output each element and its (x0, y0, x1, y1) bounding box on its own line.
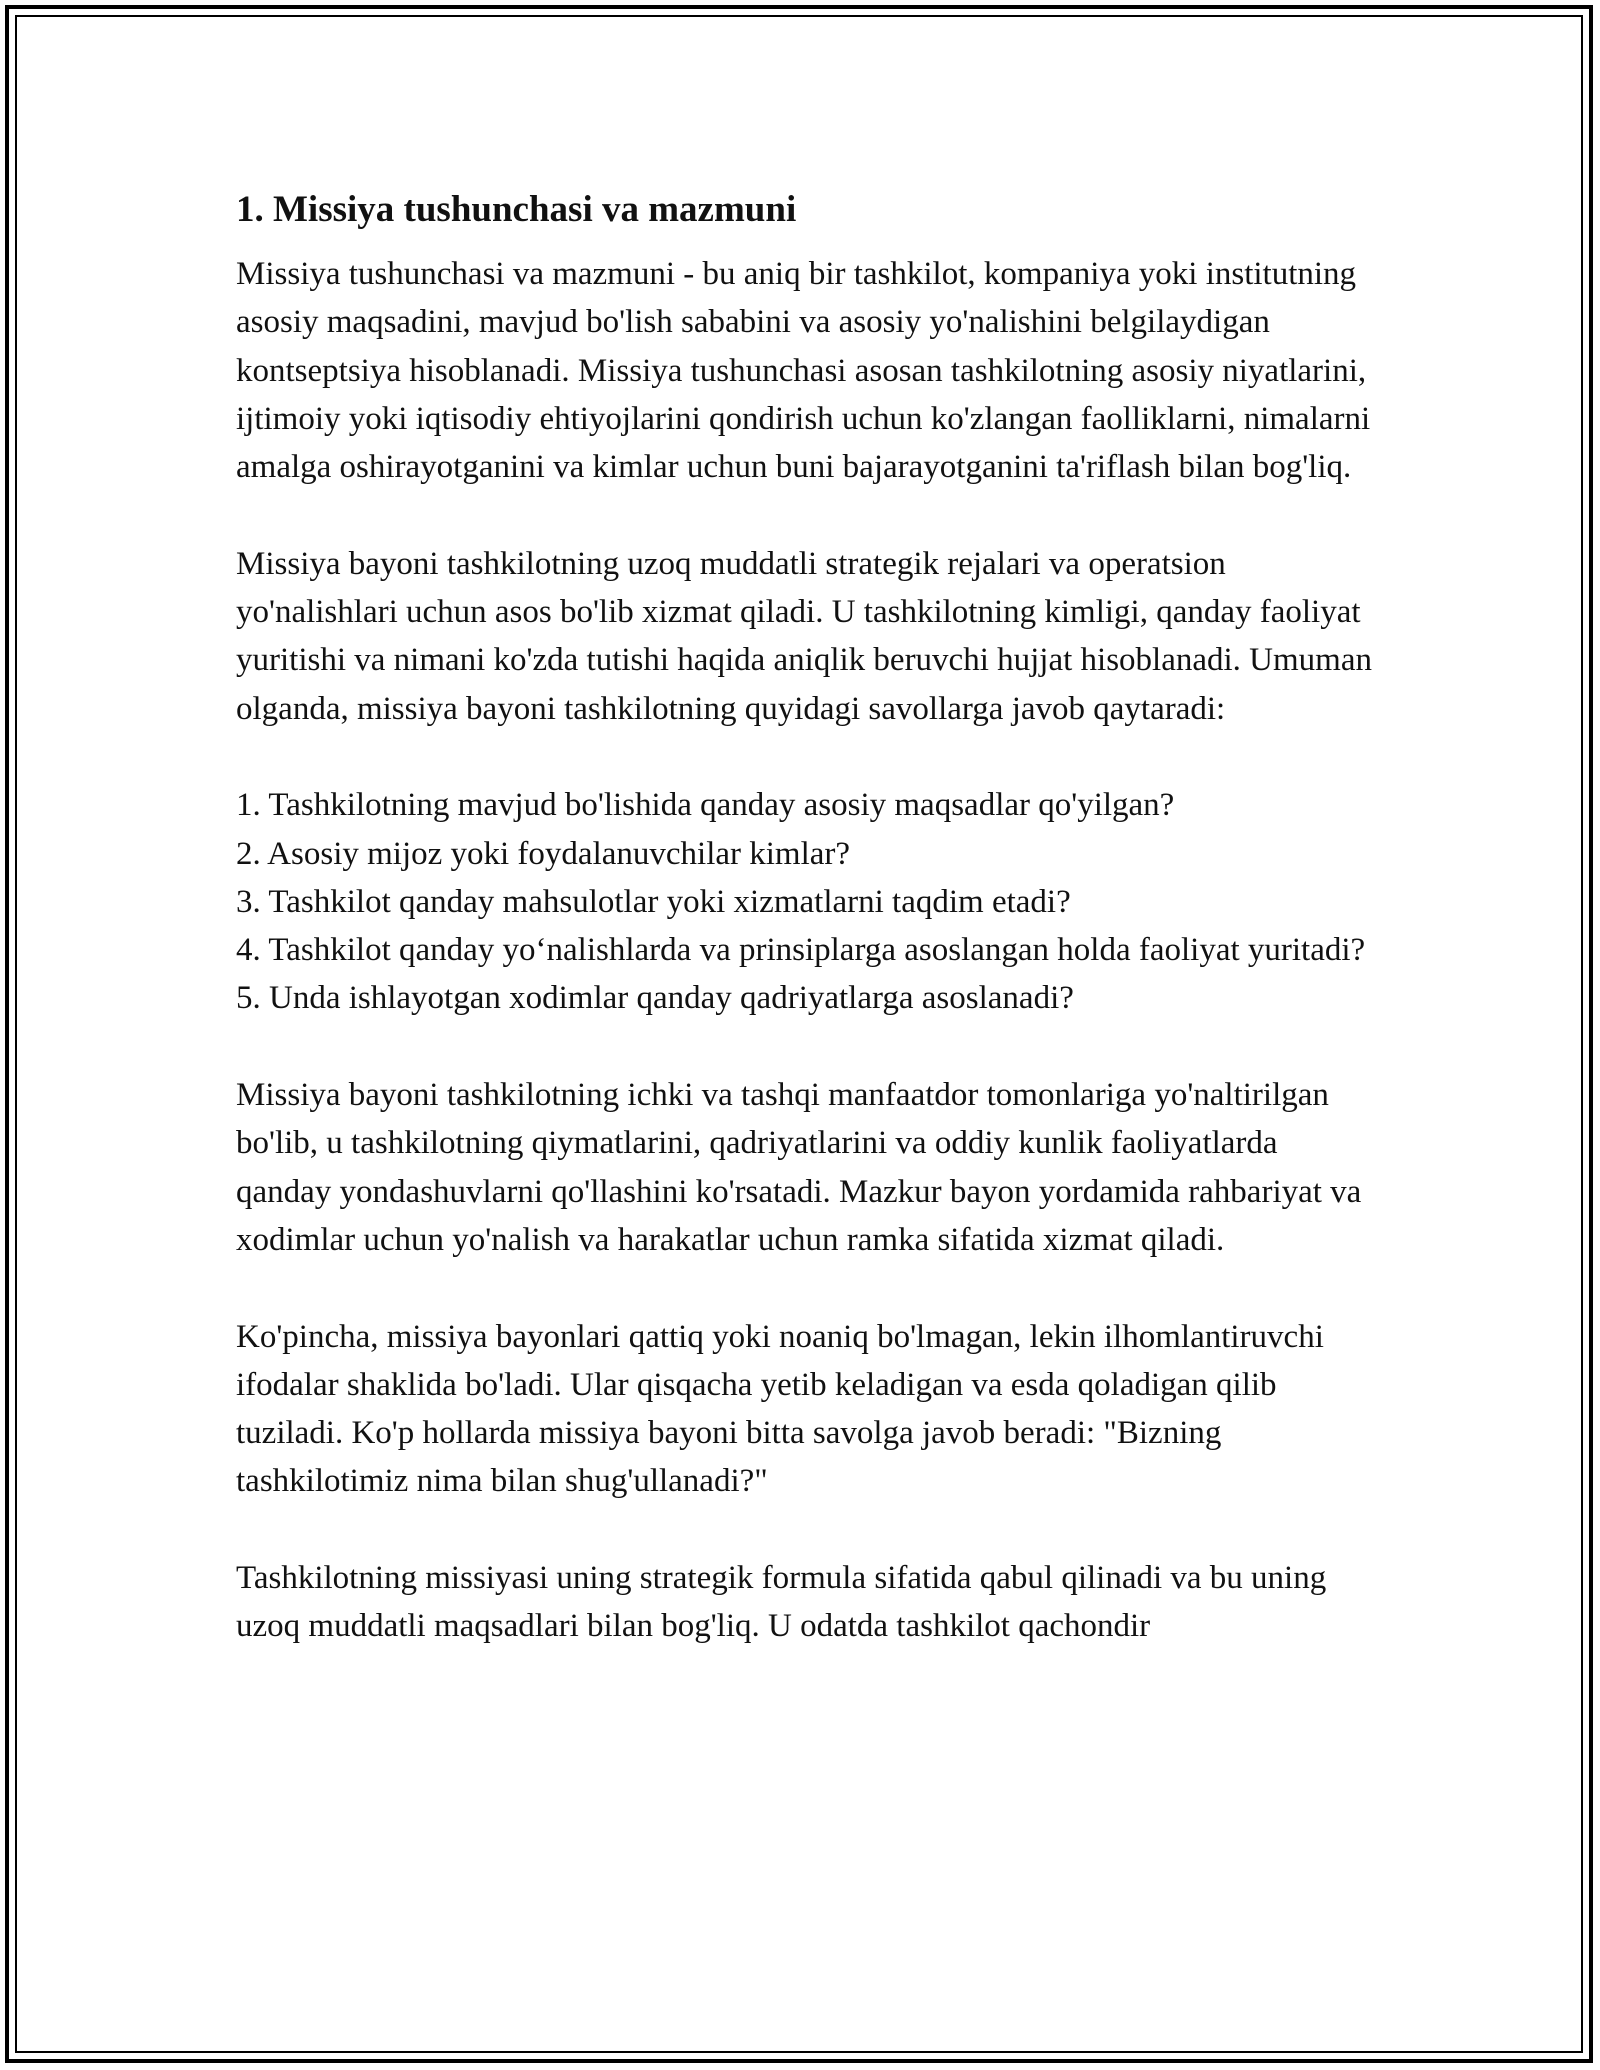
list-item: 3. Tashkilot qanday mahsulotlar yoki xizmatlarni taqdim etadi? (236, 883, 1071, 920)
paragraph-definition: Missiya tushunchasi va mazmuni - bu aniq bir tashkilot, kompaniya yoki institutning asosiy maqsadini, mavjud bo'lish sababini va asosiy yo'nalishini belgilaydigan kontseptsiya hisoblanadi. Missiya tushunchasi asosan tashkilotning asosiy niyatlarini, ijtimoiy yoki iqtisodiy ehtiyojlarini qondirish uchun ko'zlangan faolliklarni, nimalarni amalga oshirayotganini va kimlar uchun buni bajarayotganini ta'riflash bilan bog'liq. (236, 256, 1371, 486)
questions-list (236, 781, 1376, 1022)
list-item: 2. Asosiy mijoz yoki foydalanuvchilar kimlar? (236, 835, 851, 872)
paragraph-strategic-formula: Tashkilotning missiyasi uning strategik formula sifatida qabul qilinadi va bu uning uzoq muddatli maqsadlari bilan bog'liq. U odatda tashkilot qachondir (236, 1560, 1327, 1645)
paragraph-inspirational: Ko'pincha, missiya bayonlari qattiq yoki noaniq bo'lmagan, lekin ilhomlantiruvchi ifodalar shaklida bo'ladi. Ular qisqacha yetib keladigan va esda qoladigan qilib tuziladi. Ko'p hollarda missiya bayoni bitta savolga javob beradi: "Bizning tashkilotimiz nima bilan shug'ullanadi?" (236, 1318, 1324, 1500)
document-body (236, 186, 1376, 1699)
paragraph-stakeholders: Missiya bayoni tashkilotning ichki va tashqi manfaatdor tomonlariga yo'naltirilgan bo'lib, u tashkilotning qiymatlarini, qadriyatlarini va oddiy kunlik faoliyatlarda qanday yondashuvlarni qo'llashini ko'rsatadi. Mazkur bayon yordamida rahbariyat va xodimlar uchun yo'nalish va harakatlar uchun ramka sifatida xizmat qiladi. (236, 1077, 1362, 1258)
paragraph-mission-statement: Missiya bayoni tashkilotning uzoq muddatli strategik rejalari va operatsion yo'nalishlari uchun asos bo'lib xizmat qiladi. U tashkilotning kimligi, qanday faoliyat yuritishi va nimani ko'zda tutishi haqida aniqlik beruvchi hujjat hisoblanadi. Umuman olganda, missiya bayoni tashkilotning quyidagi savollarga javob qaytaradi: (236, 545, 1372, 727)
list-item: 1. Tashkilotning mavjud bo'lishida qanday asosiy maqsadlar qo'yilgan? (236, 787, 1175, 824)
list-item: 4. Tashkilot qanday yo‘nalishlarda va prinsiplarga asoslangan holda faoliyat yuritadi? (236, 932, 1366, 969)
list-item: 5. Unda ishlayotgan xodimlar qanday qadriyatlarga asoslanadi? (236, 980, 1074, 1017)
section-heading: 1. Missiya tushunchasi va mazmuni (236, 189, 797, 230)
